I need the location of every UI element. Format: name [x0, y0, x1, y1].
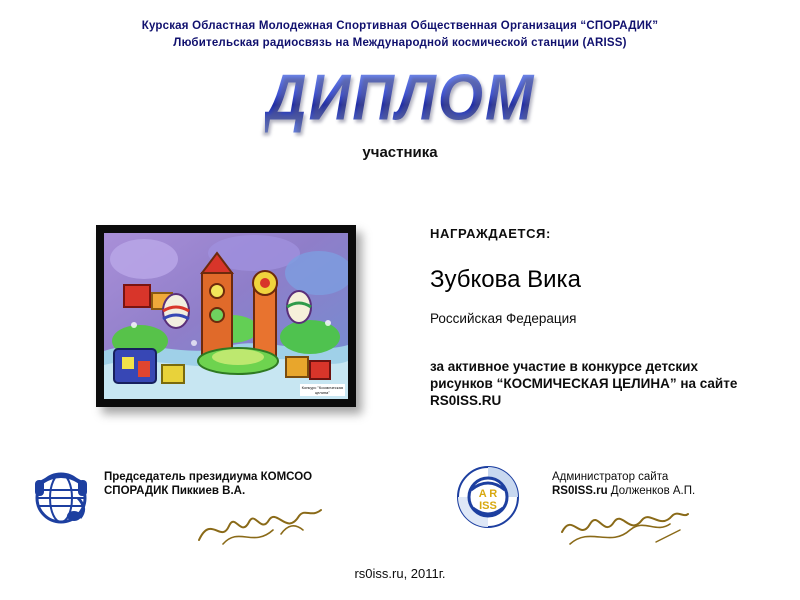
- artwork-frame: [96, 225, 356, 407]
- right-signature-person: Долженков А.П.: [607, 485, 696, 497]
- left-signature-line-1: Председатель президиума КОМСОО: [104, 471, 313, 483]
- right-signature-line-1: Администратор сайта: [552, 471, 669, 483]
- right-signature-line-2: [552, 484, 782, 498]
- sporadik-globe-logo-icon: [28, 462, 94, 528]
- page-title: ДИПЛОМ: [264, 61, 536, 134]
- winner-country: Российская Федерация: [430, 311, 577, 326]
- award-label: НАГРАЖДАЕТСЯ:: [430, 226, 551, 241]
- left-signature-line-2: СПОРАДИК Пиккиев В.А.: [104, 485, 246, 497]
- artwork-caption-line-1: Конкурс "Космическая: [301, 385, 343, 390]
- winner-name: Зубкова Вика: [430, 266, 581, 293]
- ariss-logo-icon: [455, 464, 521, 530]
- left-signature-scribble: [195, 500, 325, 556]
- header-line-1: Курская Областная Молодежная Спортивная Общественная Организация “СПОРАДИК”: [141, 20, 659, 32]
- svg-text:ISS: ISS: [479, 500, 497, 512]
- artwork-image: [104, 233, 348, 399]
- title-container: [0, 61, 800, 134]
- organization-header: [0, 18, 800, 52]
- right-signature-text: [552, 470, 782, 498]
- right-signature-site: RS0ISS.ru: [552, 485, 608, 497]
- award-reason: за активное участие в конкурсе детских рисунков “КОСМИЧЕСКАЯ ЦЕЛИНА” на сайте RS0ISS.RU: [430, 359, 738, 408]
- right-signature-scribble: [560, 502, 690, 558]
- childrens-drawing-icon: [104, 233, 348, 399]
- left-signature-text: [104, 470, 374, 498]
- artwork-caption: [300, 384, 345, 396]
- artwork-caption-line-2: целина": [314, 390, 330, 395]
- page-subtitle: участника: [362, 144, 438, 161]
- header-line-2: Любительская радиосвязь на Международной космической станции (ARISS): [173, 37, 627, 49]
- svg-text:A R: A R: [478, 488, 498, 500]
- footer-text: rs0iss.ru, 2011г.: [354, 566, 446, 581]
